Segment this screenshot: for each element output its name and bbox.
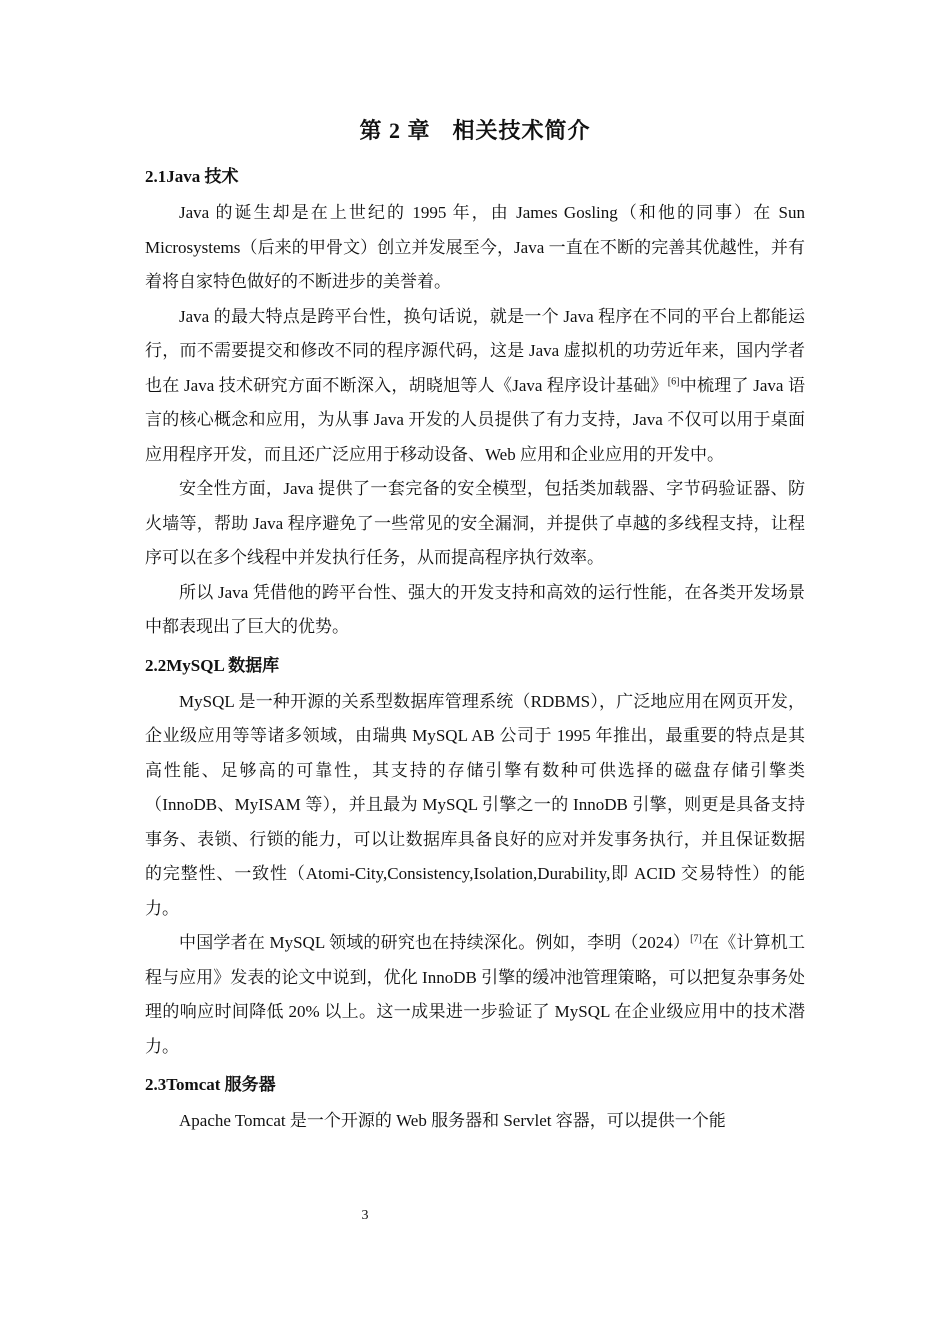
paragraph: 所以 Java 凭借他的跨平台性、强大的开发支持和高效的运行性能，在各类开发场景中都表现出了巨大的优势。 bbox=[145, 582, 805, 636]
citation-reference: [7] bbox=[690, 933, 702, 945]
paragraph-text: 在《计算机工程与应用》发表的论文中说到，优化 InnoDB 引擎的缓冲池管理策略，可以把复杂事务处理的响应时间降低 20% 以上。这一成果进一步验证了 MySQL 在企业级应用中的技术潜力。 bbox=[145, 933, 806, 1056]
chapter-label: 第 2 章 bbox=[359, 118, 431, 143]
paragraph bbox=[145, 300, 805, 473]
section-java bbox=[145, 160, 805, 645]
paragraph: 安全性方面，Java 提供了一套完备的安全模型，包括类加载器、字节码验证器、防火墙等，帮助 Java 程序避免了一些常见的安全漏洞，并提供了卓越的多线程支持，让程序可以在多个线程中并发执行任务，从而提高程序执行效率。 bbox=[145, 479, 805, 567]
section-heading: 2.1Java 技术 bbox=[145, 167, 239, 186]
paragraph-text: Java 的最大特点是跨平台性，换句话说，就是一个 Java 程序在不同的平台上都能运行，而不需要提交和修改不同的程序源代码，这是 Java 虚拟机的功劳近年来，国内学者也在 Java 技术研究方面不断深入，胡晓旭等人《Java 程序设计基础》 bbox=[145, 306, 805, 395]
chapter-name: 相关技术简介 bbox=[452, 118, 591, 143]
chapter-title bbox=[0, 114, 950, 145]
section-heading: 2.3Tomcat 服务器 bbox=[145, 1075, 276, 1094]
paragraph-text: 中梳理了 Java 语言的核心概念和应用，为从事 Java 开发的人员提供了有力支持，Java 不仅可以用于桌面应用程序开发，而且还广泛应用于移动设备、Web 应用和企业应用的开发中。 bbox=[145, 375, 805, 464]
paragraph-text: 中国学者在 MySQL 领域的研究也在持续深化。例如，李明（2024） bbox=[179, 933, 691, 952]
paragraph: Apache Tomcat 是一个开源的 Web 服务器和 Servlet 容器，可以提供一个能 bbox=[179, 1111, 726, 1130]
section-tomcat bbox=[145, 1068, 805, 1139]
document-body bbox=[145, 160, 805, 1139]
paragraph: Java 的诞生却是在上世纪的 1995 年，由 James Gosling（和他的同事）在 Sun Microsystems（后来的甲骨文）创立并发展至今，Java 一直在不断的完善其优越性，并有着将自家特色做好的不断进步的美誉着。 bbox=[145, 203, 805, 291]
citation-reference: [6] bbox=[667, 375, 680, 387]
paragraph: MySQL 是一种开源的关系型数据库管理系统（RDBMS），广泛地应用在网页开发，企业级应用等等诸多领域，由瑞典 MySQL AB 公司于 1995 年推出，最重要的特点是其高性能、足够高的可靠性，其支持的存储引擎有数种可供选择的磁盘存储引擎类（InnoDB、MyISAM 等），并且最为 MySQL 引擎之一的 InnoDB 引擎，则更是具备支持事务、表锁、行锁的能力，可以让数据库具备良好的应对并发事务执行，并且保证数据的完整性、一致性（Atomi-City,Consistency,Isolation,Durability,即 ACID 交易特性）的能力。 bbox=[145, 691, 805, 918]
section-heading: 2.2MySQL 数据库 bbox=[145, 655, 280, 675]
section-mysql bbox=[145, 649, 805, 1065]
page-number: 3 bbox=[361, 1208, 369, 1223]
paragraph bbox=[145, 926, 805, 1064]
